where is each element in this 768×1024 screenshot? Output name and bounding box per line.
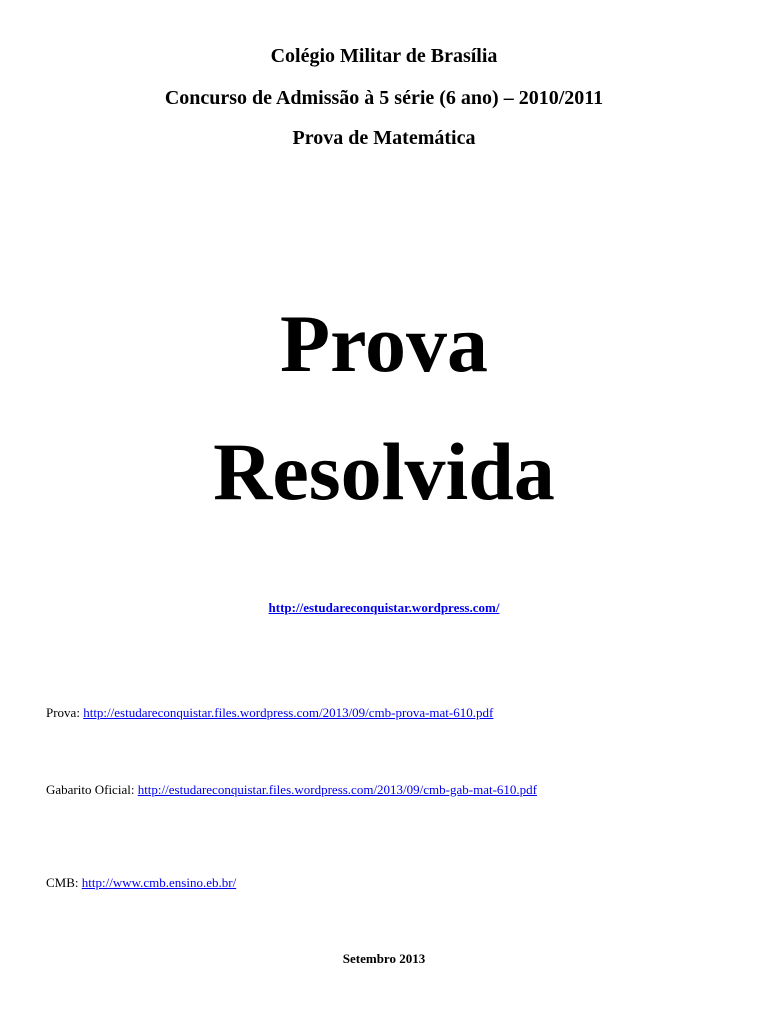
site-link[interactable]: http://estudareconquistar.wordpress.com/ <box>268 600 500 615</box>
subject-title: Prova de Matemática <box>292 127 476 149</box>
reference-label: CMB: <box>46 875 79 890</box>
title-line-2: Resolvida <box>213 426 555 517</box>
gabarito-link[interactable]: http://estudareconquistar.files.wordpress.com/2013/09/cmb-gab-mat-610.pdf <box>137 782 537 797</box>
reference-cmb <box>46 875 236 891</box>
prova-link[interactable]: http://estudareconquistar.files.wordpress.com/2013/09/cmb-prova-mat-610.pdf <box>83 705 494 720</box>
footer-date: Setembro 2013 <box>342 951 426 966</box>
site-link-container <box>0 600 768 616</box>
title-line-1: Prova <box>279 298 488 389</box>
reference-label: Prova: <box>46 705 80 720</box>
reference-label: Gabarito Oficial: <box>46 782 135 797</box>
reference-prova <box>46 705 493 721</box>
reference-gabarito <box>46 782 537 798</box>
cmb-link[interactable]: http://www.cmb.ensino.eb.br/ <box>81 875 237 890</box>
school-name: Colégio Militar de Brasília <box>270 45 498 67</box>
exam-title: Concurso de Admissão à 5 série (6 ano) – 2010/2011 <box>164 87 604 109</box>
